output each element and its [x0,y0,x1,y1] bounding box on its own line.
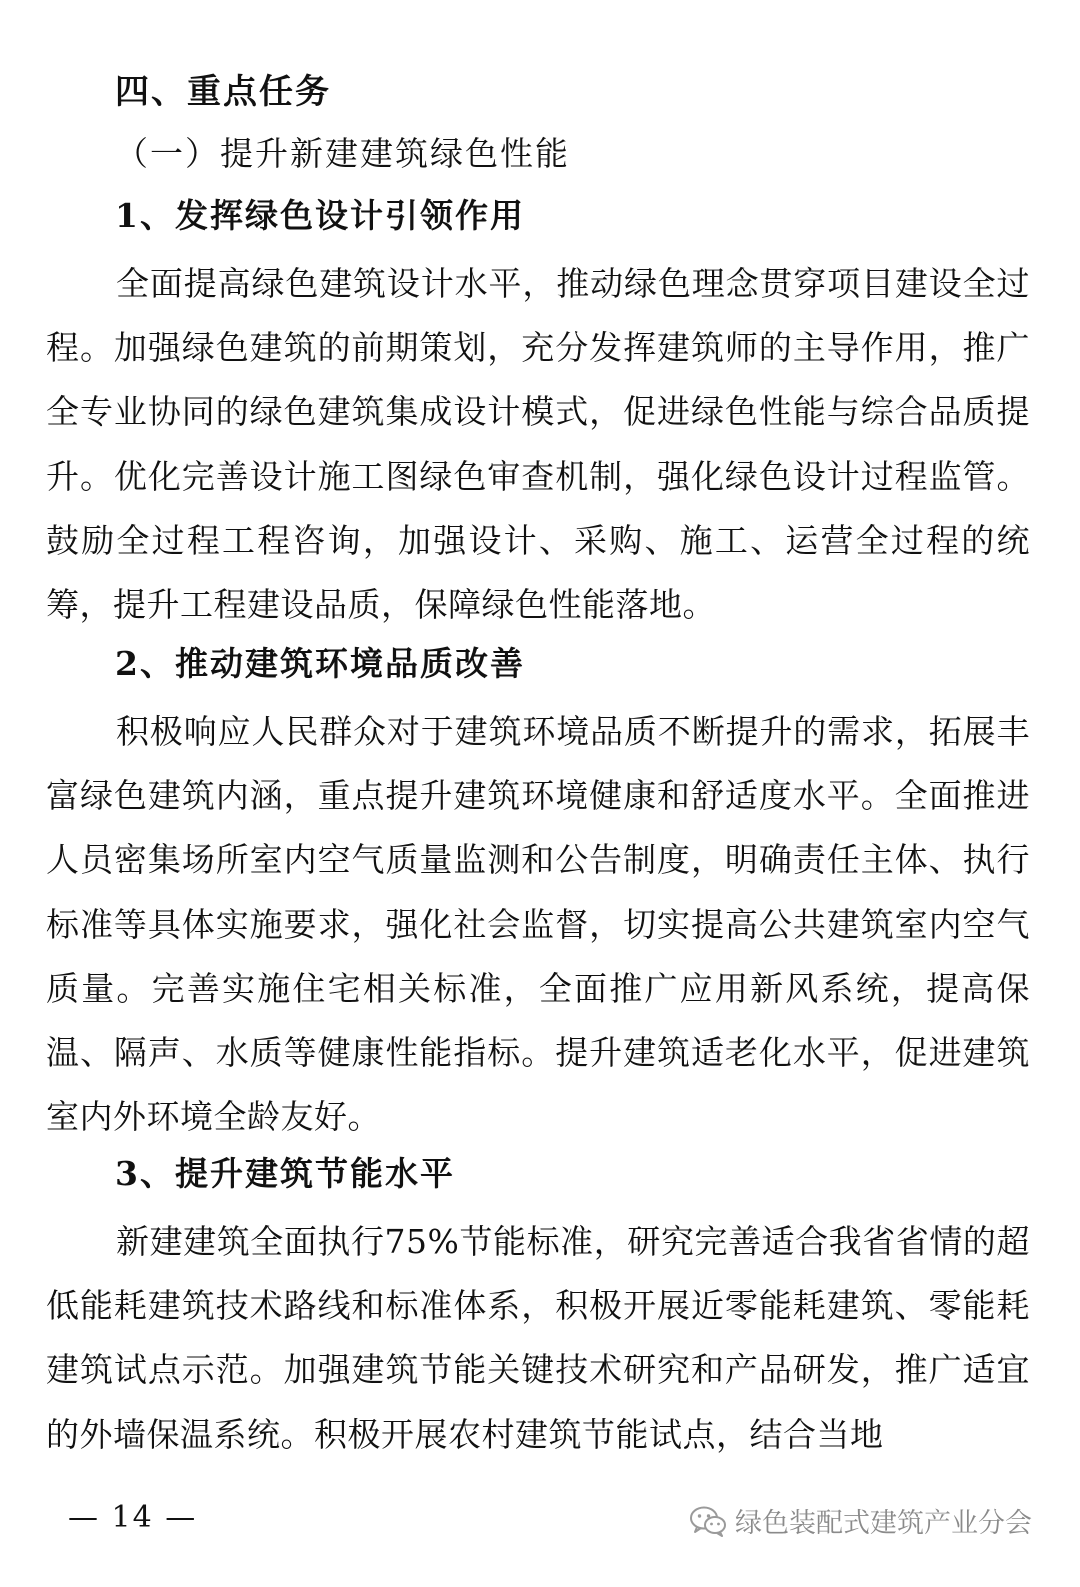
paragraph-2: 积极响应人民群众对于建筑环境品质不断提升的需求，拓展丰富绿色建筑内涵，重点提升建筑环境健康和舒适度水平。全面推进人员密集场所室内空气质量监测和公告制度，明确责任主体、执行标准等具体实施要求，强化社会监督，切实提高公共建筑室内空气质量。完善实施住宅相关标准，全面推广应用新风系统，提高保温、隔声、水质等健康性能指标。提升建筑适老化水平，促进建筑室内外环境全龄友好。 [46,712,1030,1137]
wechat-watermark [689,1501,1032,1540]
paragraph-1: 全面提高绿色建筑设计水平，推动绿色理念贯穿项目建设全过程。加强绿色建筑的前期策划，充分发挥建筑师的主导作用，推广全专业协同的绿色建筑集成设计模式，促进绿色性能与综合品质提升。优化完善设计施工图绿色审查机制，强化绿色设计过程监管。鼓励全过程工程咨询，加强设计、采购、施工、运营全过程的统筹，提升工程建设品质，保障绿色性能落地。 [46,264,1030,625]
item-heading-1: 1、发挥绿色设计引领作用 [115,196,525,235]
page-number: — 14 — [68,1500,198,1535]
watermark-text: 绿色装配式建筑产业分会 [735,1508,1032,1539]
subsection-heading: （一）提升新建建筑绿色性能 [115,134,570,173]
paragraph-3: 新建建筑全面执行75%节能标准，研究完善适合我省省情的超低能耗建筑技术路线和标准体系，积极开展近零能耗建筑、零能耗建筑试点示范。加强建筑节能关键技术研究和产品研发，推广适宜的外墙保温系统。积极开展农村建筑节能试点，结合当地 [46,1222,1030,1454]
item-heading-2: 2、推动建筑环境品质改善 [115,644,525,683]
item-heading-3: 3、提升建筑节能水平 [115,1154,455,1193]
wechat-icon [689,1505,727,1537]
section-heading: 四、重点任务 [115,72,331,112]
page-footer [0,1495,1080,1543]
